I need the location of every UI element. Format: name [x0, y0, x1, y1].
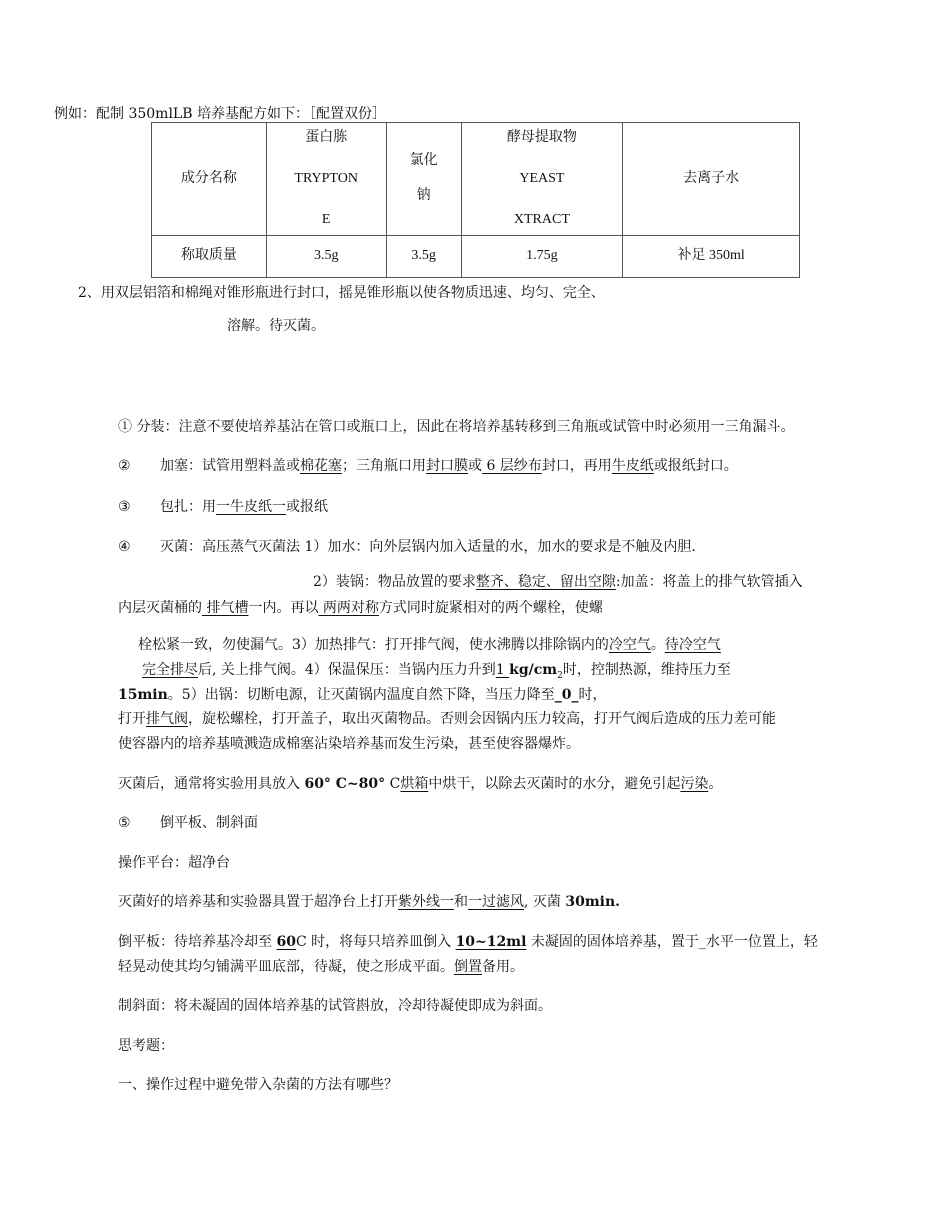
plate-text: 未凝固的固体培养基，置于_水平一位置上，轻 — [526, 934, 818, 950]
item3-text: 包扎：用 — [160, 499, 216, 515]
steam-text: 内层灭菌桶的 — [118, 600, 202, 616]
steam-line2 — [118, 597, 603, 617]
platform-line: 操作平台：超净台 — [118, 855, 230, 871]
plate-inverted: 倒置 — [454, 959, 482, 975]
uv-light: 紫外线一 — [398, 894, 454, 910]
item2-plugging — [118, 455, 738, 475]
steam-text: :加盖：将盖上的排气软管插入 — [615, 574, 803, 590]
plate-line1 — [118, 931, 818, 951]
item3-text: 或报纸 — [286, 499, 328, 515]
steam-line6 — [118, 708, 776, 728]
header-tryptone-en2: E — [321, 211, 331, 227]
item2-kraft-paper: 牛皮纸 — [611, 458, 654, 474]
steam-text: 时， — [578, 687, 607, 703]
uv-line — [118, 891, 620, 911]
after-text: 。 — [708, 776, 723, 792]
plate-line2 — [118, 956, 524, 976]
plate-text: 倒平板：待培养基冷却至 — [118, 934, 277, 950]
header-nacl-1: 氯化 — [409, 153, 438, 169]
value-nacl: 3.5g — [386, 236, 461, 278]
recipe-table — [151, 122, 800, 278]
after-text: C — [385, 776, 401, 792]
steam-text: ，旋松螺栓，打开盖子，取出灭菌物品。否则会因锅内压力较高，打开气阀后造成的压力差可能 — [188, 711, 776, 727]
steam-text: 后, 关上排气阀。4）保温保压：当锅内压力升到 — [198, 662, 496, 678]
steam-text: 栓松紧一致，勿使漏气。3）加热排气：打开排气阀，使水沸腾以排除锅内的 — [138, 637, 609, 653]
steam-text: 时，控制热源，维持压力至 — [562, 662, 731, 678]
step2-line1: 2、用双层铝箔和棉绳对锥形瓶进行封口，摇晃锥形瓶以使各物质迅速、均匀、完全、 — [78, 285, 605, 301]
value-yeast: 1.75g — [461, 236, 623, 278]
item2-cotton-plug: 棉花塞 — [300, 458, 342, 474]
steam-line3 — [138, 634, 721, 654]
slant-line: 制斜面：将未凝固的固体培养基的试管斟放，冷却待凝使即成为斜面。 — [118, 998, 552, 1014]
item2-text: 或报纸封口。 — [653, 458, 738, 474]
steam-symmetric: 两两对称 — [318, 600, 379, 616]
steam-fully-exhausted: 完全排尽 — [142, 662, 198, 678]
steam-line1 — [313, 571, 803, 591]
question-1: 一、操作过程中避免带入杂菌的方法有哪些？ — [118, 1077, 398, 1093]
steam-pressure-unit-sub: 2 — [557, 670, 563, 681]
steam-text: 方式同时旋紧相对的两个螺栓，使螺 — [378, 600, 603, 616]
item4-number: ④ — [118, 539, 131, 555]
steam-cold-air-wait: 待冷空气 — [664, 637, 721, 653]
header-water: 去离子水 — [623, 123, 800, 236]
steam-pressure-value: 1 — [495, 662, 510, 678]
item2-sealing-film: 封口膜 — [426, 458, 468, 474]
value-water: 补足 350ml — [623, 236, 800, 278]
uv-text: 和 — [454, 894, 468, 910]
header-nacl — [386, 123, 461, 236]
steam-loading-requirement: 整齐、稳定、留出空隙 — [475, 574, 616, 590]
steam-text: 。5）出锅：切断电源，让灭菌锅内温度自然下降，当压力降至 — [167, 687, 555, 703]
uv-duration: 30min. — [565, 894, 621, 910]
steam-text: 2）装锅：物品放置的要求 — [313, 574, 476, 590]
steam-text: 一内。再以 — [248, 600, 319, 616]
header-tryptone-en: TRYPTON — [294, 170, 358, 186]
uv-text: , 灭菌 — [524, 894, 566, 910]
header-yeast-en2: XTRACT — [513, 211, 570, 227]
item4-text: 灭菌：高压蒸气灭菌法 1）加水：向外层锅内加入适量的水，加水的要求是不触及内胆. — [160, 539, 696, 555]
steam-text: 打开 — [118, 711, 146, 727]
header-tryptone-cn: 蛋白胨 — [305, 130, 348, 145]
item2-text: 加塞：试管用塑料盖或 — [160, 458, 300, 474]
after-contamination: 污染 — [680, 776, 709, 792]
header-yeast-en: YEAST — [519, 170, 565, 186]
value-tryptone: 3.5g — [266, 236, 386, 278]
questions-heading: 思考题： — [118, 1038, 174, 1054]
item4-sterilization — [118, 536, 696, 556]
uv-text: 灭菌好的培养基和实验器具置于超净台上打开 — [118, 894, 398, 910]
header-tryptone — [266, 123, 386, 236]
item2-text: 或 — [468, 458, 482, 474]
header-yeast-cn: 酵母提取物 — [506, 130, 577, 145]
intro-line: 例如：配制 350mlLB 培养基配方如下：［配置双份］ — [54, 106, 386, 122]
steam-exhaust-slot: 排气槽 — [202, 600, 249, 616]
table-header-row — [152, 123, 800, 236]
item5-number: ⑤ — [118, 815, 131, 831]
step2-line2: 溶解。待灭菌。 — [227, 318, 325, 334]
steam-text: 。 — [650, 637, 665, 653]
item3-kraft-paper: 一牛皮纸一 — [216, 499, 286, 515]
plate-temperature: 60 — [276, 934, 296, 950]
plate-text: C 时，将每只培养皿倒入 — [295, 934, 456, 950]
header-name: 成分名称 — [152, 123, 267, 236]
steam-cold-air: 冷空气 — [608, 637, 651, 653]
uv-filtered-air: 一过滤风 — [468, 894, 524, 910]
row-label: 称取质量 — [152, 236, 267, 278]
table-row — [152, 236, 800, 278]
steam-pressure-zero: _0_ — [554, 687, 579, 703]
item3-number: ③ — [118, 499, 131, 515]
plate-text: 轻晃动使其均匀铺满平皿底部，待凝，使之形成平面。 — [118, 959, 454, 975]
after-text: 灭菌后，通常将实验用具放入 — [118, 776, 305, 792]
item2-text: 封口，再用 — [541, 458, 612, 474]
item2-number: ② — [118, 458, 131, 474]
item5-plating — [118, 812, 258, 832]
after-text: 中烘干，以除去灭菌时的水分，避免引起 — [428, 776, 681, 792]
steam-line7: 使容器内的培养基喷溅造成棉塞沾染培养基而发生污染，甚至使容器爆炸。 — [118, 736, 580, 752]
after-oven: 烘箱 — [400, 776, 429, 792]
steam-hold-time: 15min — [118, 687, 168, 703]
item2-text: ；三角瓶口用 — [342, 458, 426, 474]
steam-exhaust-valve: 排气阀 — [146, 711, 188, 727]
item5-text: 倒平板、制斜面 — [160, 815, 258, 831]
steam-line5 — [118, 684, 606, 704]
item3-wrapping — [118, 496, 328, 516]
header-yeast — [461, 123, 623, 236]
item2-gauze: 6 层纱布 — [482, 458, 542, 474]
steam-pressure-unit: kg/cm — [509, 662, 558, 678]
after-sterilization — [118, 773, 722, 793]
steam-line4 — [142, 659, 731, 681]
item1-dispensing: ① 分装：注意不要使培养基沾在管口或瓶口上，因此在将培养基转移到三角瓶或试管中时必须用一三角漏斗。 — [118, 419, 795, 435]
header-nacl-2: 钠 — [416, 188, 431, 204]
plate-volume: 10~12ml — [455, 934, 527, 950]
plate-text: 备用。 — [482, 959, 524, 975]
after-temperature: 60° C~80° — [304, 776, 386, 792]
